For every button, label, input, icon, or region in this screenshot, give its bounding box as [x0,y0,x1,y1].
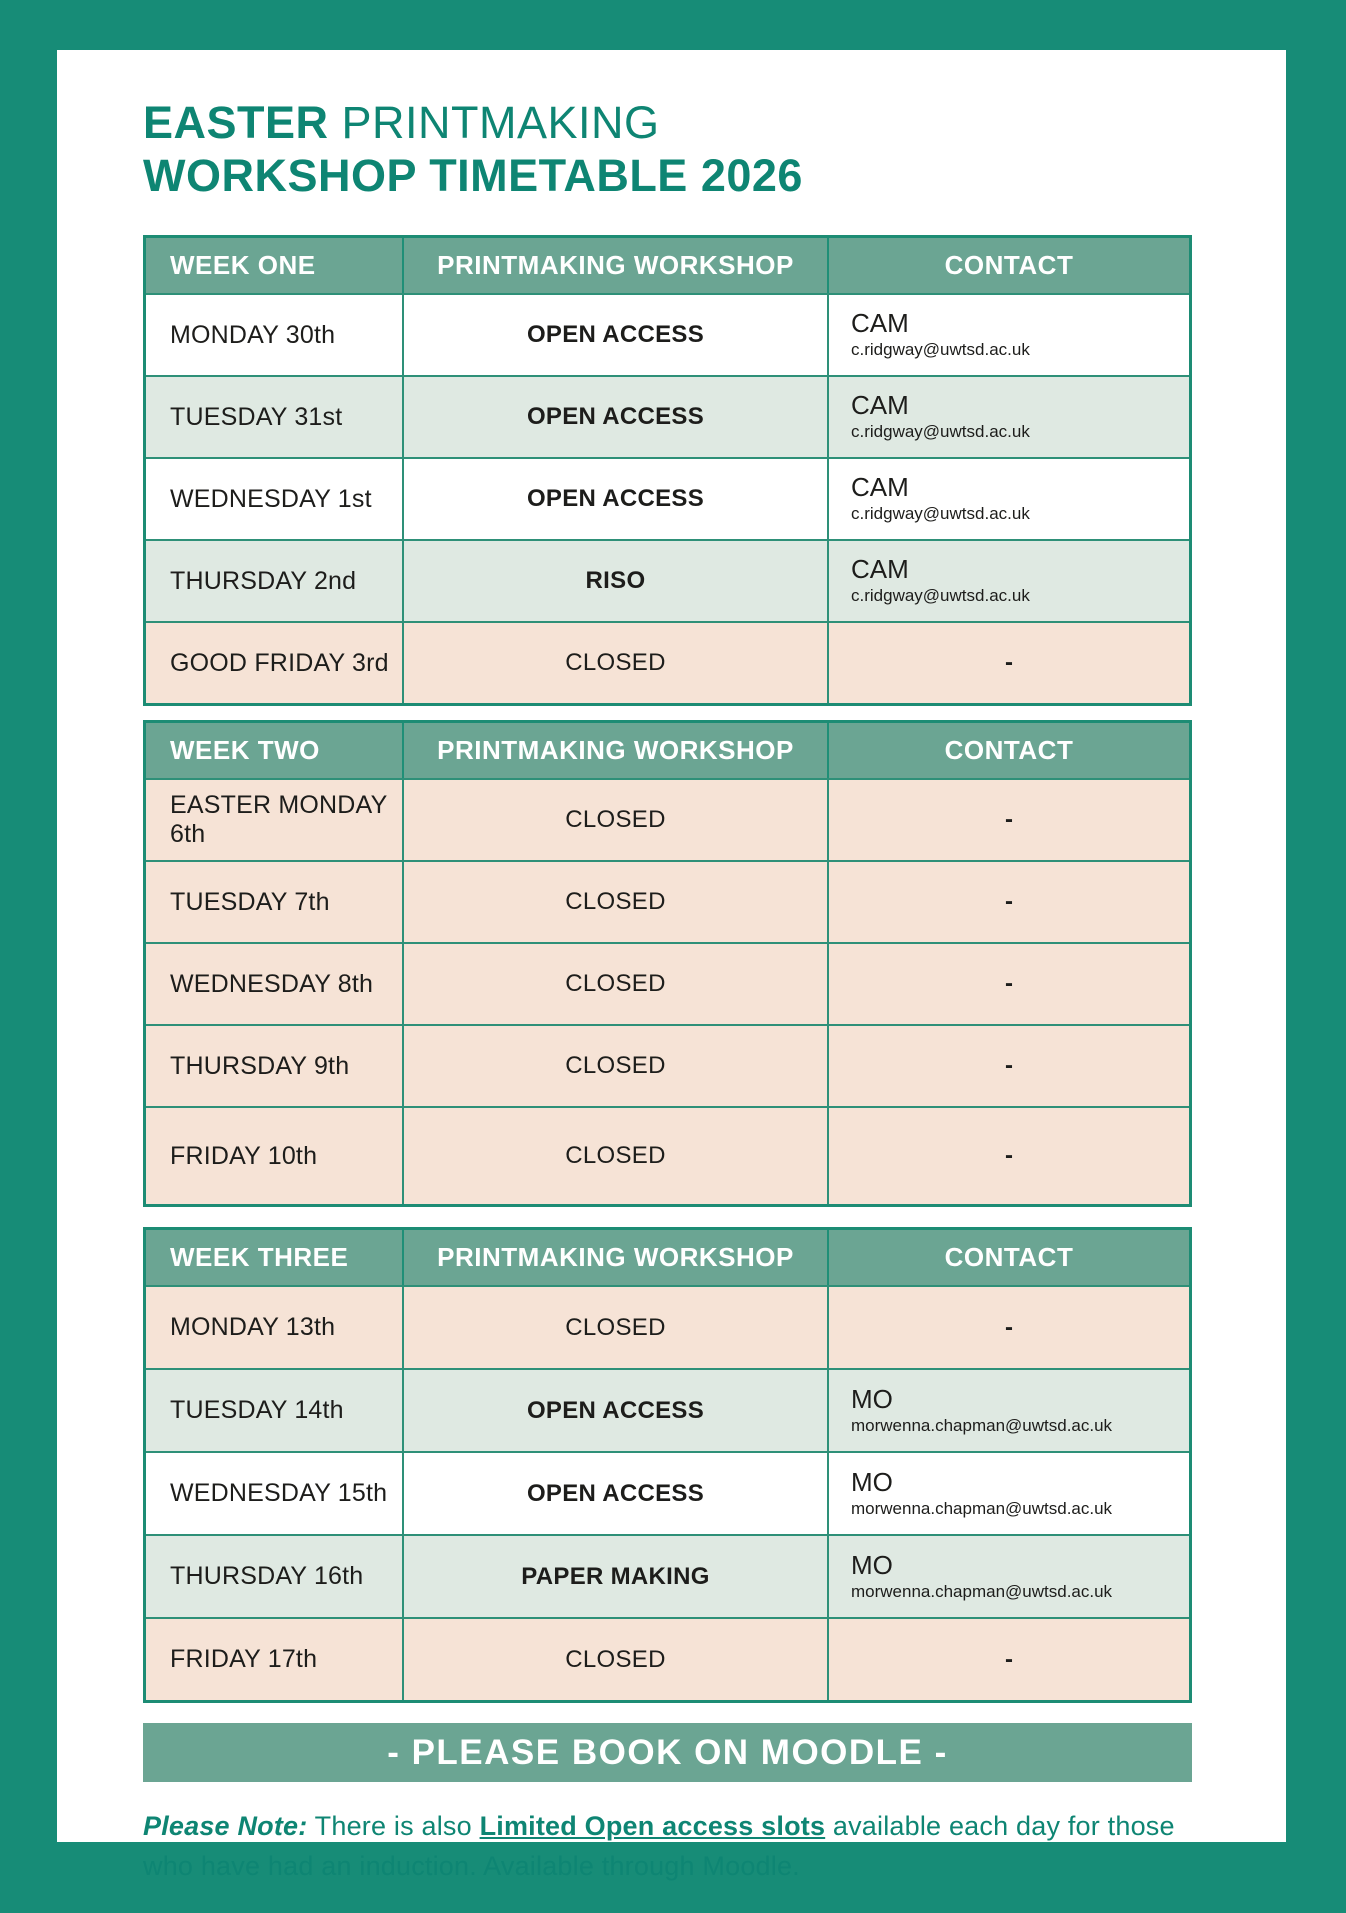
workshop-cell: PAPER MAKING [402,1536,827,1617]
workshop-cell: CLOSED [402,623,827,703]
note-link-text: Limited Open access slots [479,1811,826,1841]
contact-cell [827,1370,1189,1451]
table-row [146,942,1189,1024]
workshop-cell: OPEN ACCESS [402,1453,827,1534]
page-title [143,96,1192,202]
table-row [146,860,1189,942]
workshop-cell: CLOSED [402,944,827,1024]
week-one-table [143,235,1192,706]
title-line1 [143,97,660,148]
table-row [146,539,1189,621]
table-header-row [146,1230,1189,1285]
contact-name: MO [851,1549,893,1580]
workshop-cell: OPEN ACCESS [402,377,827,457]
contact-cell [827,1536,1189,1617]
contact-dash-cell: - [827,780,1189,860]
workshop-header-cell: PRINTMAKING WORKSHOP [402,238,827,293]
contact-email: c.ridgway@uwtsd.ac.uk [851,504,1030,523]
contact-email: morwenna.chapman@uwtsd.ac.uk [851,1415,1113,1435]
day-cell: THURSDAY 2nd [170,566,357,595]
workshop-cell: CLOSED [402,1619,827,1700]
day-cell: TUESDAY 31st [170,402,343,431]
contact-dash-cell: - [827,862,1189,942]
day-cell: MONDAY 30th [170,320,336,349]
note-prefix: Please Note: [143,1811,308,1841]
day-cell: WEDNESDAY 1st [170,484,372,513]
contact-cell [827,377,1189,457]
contact-name: CAM [851,554,909,584]
table-row [146,1617,1189,1700]
contact-email: c.ridgway@uwtsd.ac.uk [851,586,1030,605]
contact-dash-cell: - [827,1108,1189,1204]
title-easter: EASTER [143,97,329,148]
workshop-header-cell: PRINTMAKING WORKSHOP [402,1230,827,1285]
week-header-cell: WEEK THREE [170,1242,349,1272]
contact-email: morwenna.chapman@uwtsd.ac.uk [851,1581,1113,1601]
table-row [146,1024,1189,1106]
table-row [146,457,1189,539]
banner-label: - PLEASE BOOK ON MOODLE - [387,1732,948,1772]
title-printmaking: PRINTMAKING [328,97,660,148]
contact-name: CAM [851,472,909,502]
contact-cell [827,459,1189,539]
day-cell: WEDNESDAY 8th [170,969,374,998]
contact-dash-cell: - [827,623,1189,703]
contact-cell [827,541,1189,621]
table-row [146,1106,1189,1204]
table-header-row [146,238,1189,293]
workshop-cell: CLOSED [402,780,827,860]
contact-header-cell: CONTACT [827,238,1189,293]
workshop-cell: CLOSED [402,862,827,942]
table-row [146,1534,1189,1617]
day-cell: FRIDAY 10th [170,1141,318,1170]
contact-header-cell: CONTACT [827,1230,1189,1285]
day-cell: TUESDAY 14th [170,1396,344,1424]
table-row [146,778,1189,860]
day-cell: THURSDAY 16th [170,1562,364,1590]
workshop-cell: CLOSED [402,1287,827,1368]
contact-dash-cell: - [827,1287,1189,1368]
table-row [146,1451,1189,1534]
contact-email: c.ridgway@uwtsd.ac.uk [851,340,1030,359]
poster-page [57,50,1286,1881]
title-line2: WORKSHOP TIMETABLE 2026 [143,150,803,201]
day-cell: EASTER MONDAY 6th [170,791,387,848]
note-text2: available each day for those who have had an induction. Available through Moodle. [143,1811,1175,1881]
table-row [146,621,1189,703]
contact-dash-cell: - [827,1619,1189,1700]
table-row [146,293,1189,375]
contact-name: MO [851,1383,893,1414]
table-row [146,1368,1189,1451]
day-cell: TUESDAY 7th [170,887,330,916]
contact-header-cell: CONTACT [827,723,1189,778]
workshop-cell: RISO [402,541,827,621]
book-on-moodle-banner [143,1723,1192,1782]
note-text1: There is also [307,1811,480,1841]
contact-dash-cell: - [827,1026,1189,1106]
contact-name: CAM [851,308,909,338]
day-cell: WEDNESDAY 15th [170,1479,388,1507]
week-header-cell: WEEK TWO [170,735,320,765]
day-cell: FRIDAY 17th [170,1645,318,1673]
workshop-cell: CLOSED [402,1026,827,1106]
week-three-table [143,1227,1192,1703]
contact-name: MO [851,1466,893,1497]
workshop-cell: OPEN ACCESS [402,459,827,539]
week-header-cell: WEEK ONE [170,250,316,280]
workshop-cell: CLOSED [402,1108,827,1204]
contact-email: c.ridgway@uwtsd.ac.uk [851,422,1030,441]
contact-email: morwenna.chapman@uwtsd.ac.uk [851,1498,1113,1518]
table-row [146,375,1189,457]
poster-content [143,50,1192,1913]
workshop-cell: OPEN ACCESS [402,1370,827,1451]
week-two-table [143,720,1192,1207]
workshop-cell: OPEN ACCESS [402,295,827,375]
contact-cell [827,1453,1189,1534]
contact-dash-cell: - [827,944,1189,1024]
table-row [146,1285,1189,1368]
day-cell: GOOD FRIDAY 3rd [170,648,389,677]
workshop-header-cell: PRINTMAKING WORKSHOP [402,723,827,778]
contact-cell [827,295,1189,375]
day-cell: THURSDAY 9th [170,1051,350,1080]
table-header-row [146,723,1189,778]
contact-name: CAM [851,390,909,420]
please-note-text [143,1806,1192,1886]
day-cell: MONDAY 13th [170,1313,336,1341]
